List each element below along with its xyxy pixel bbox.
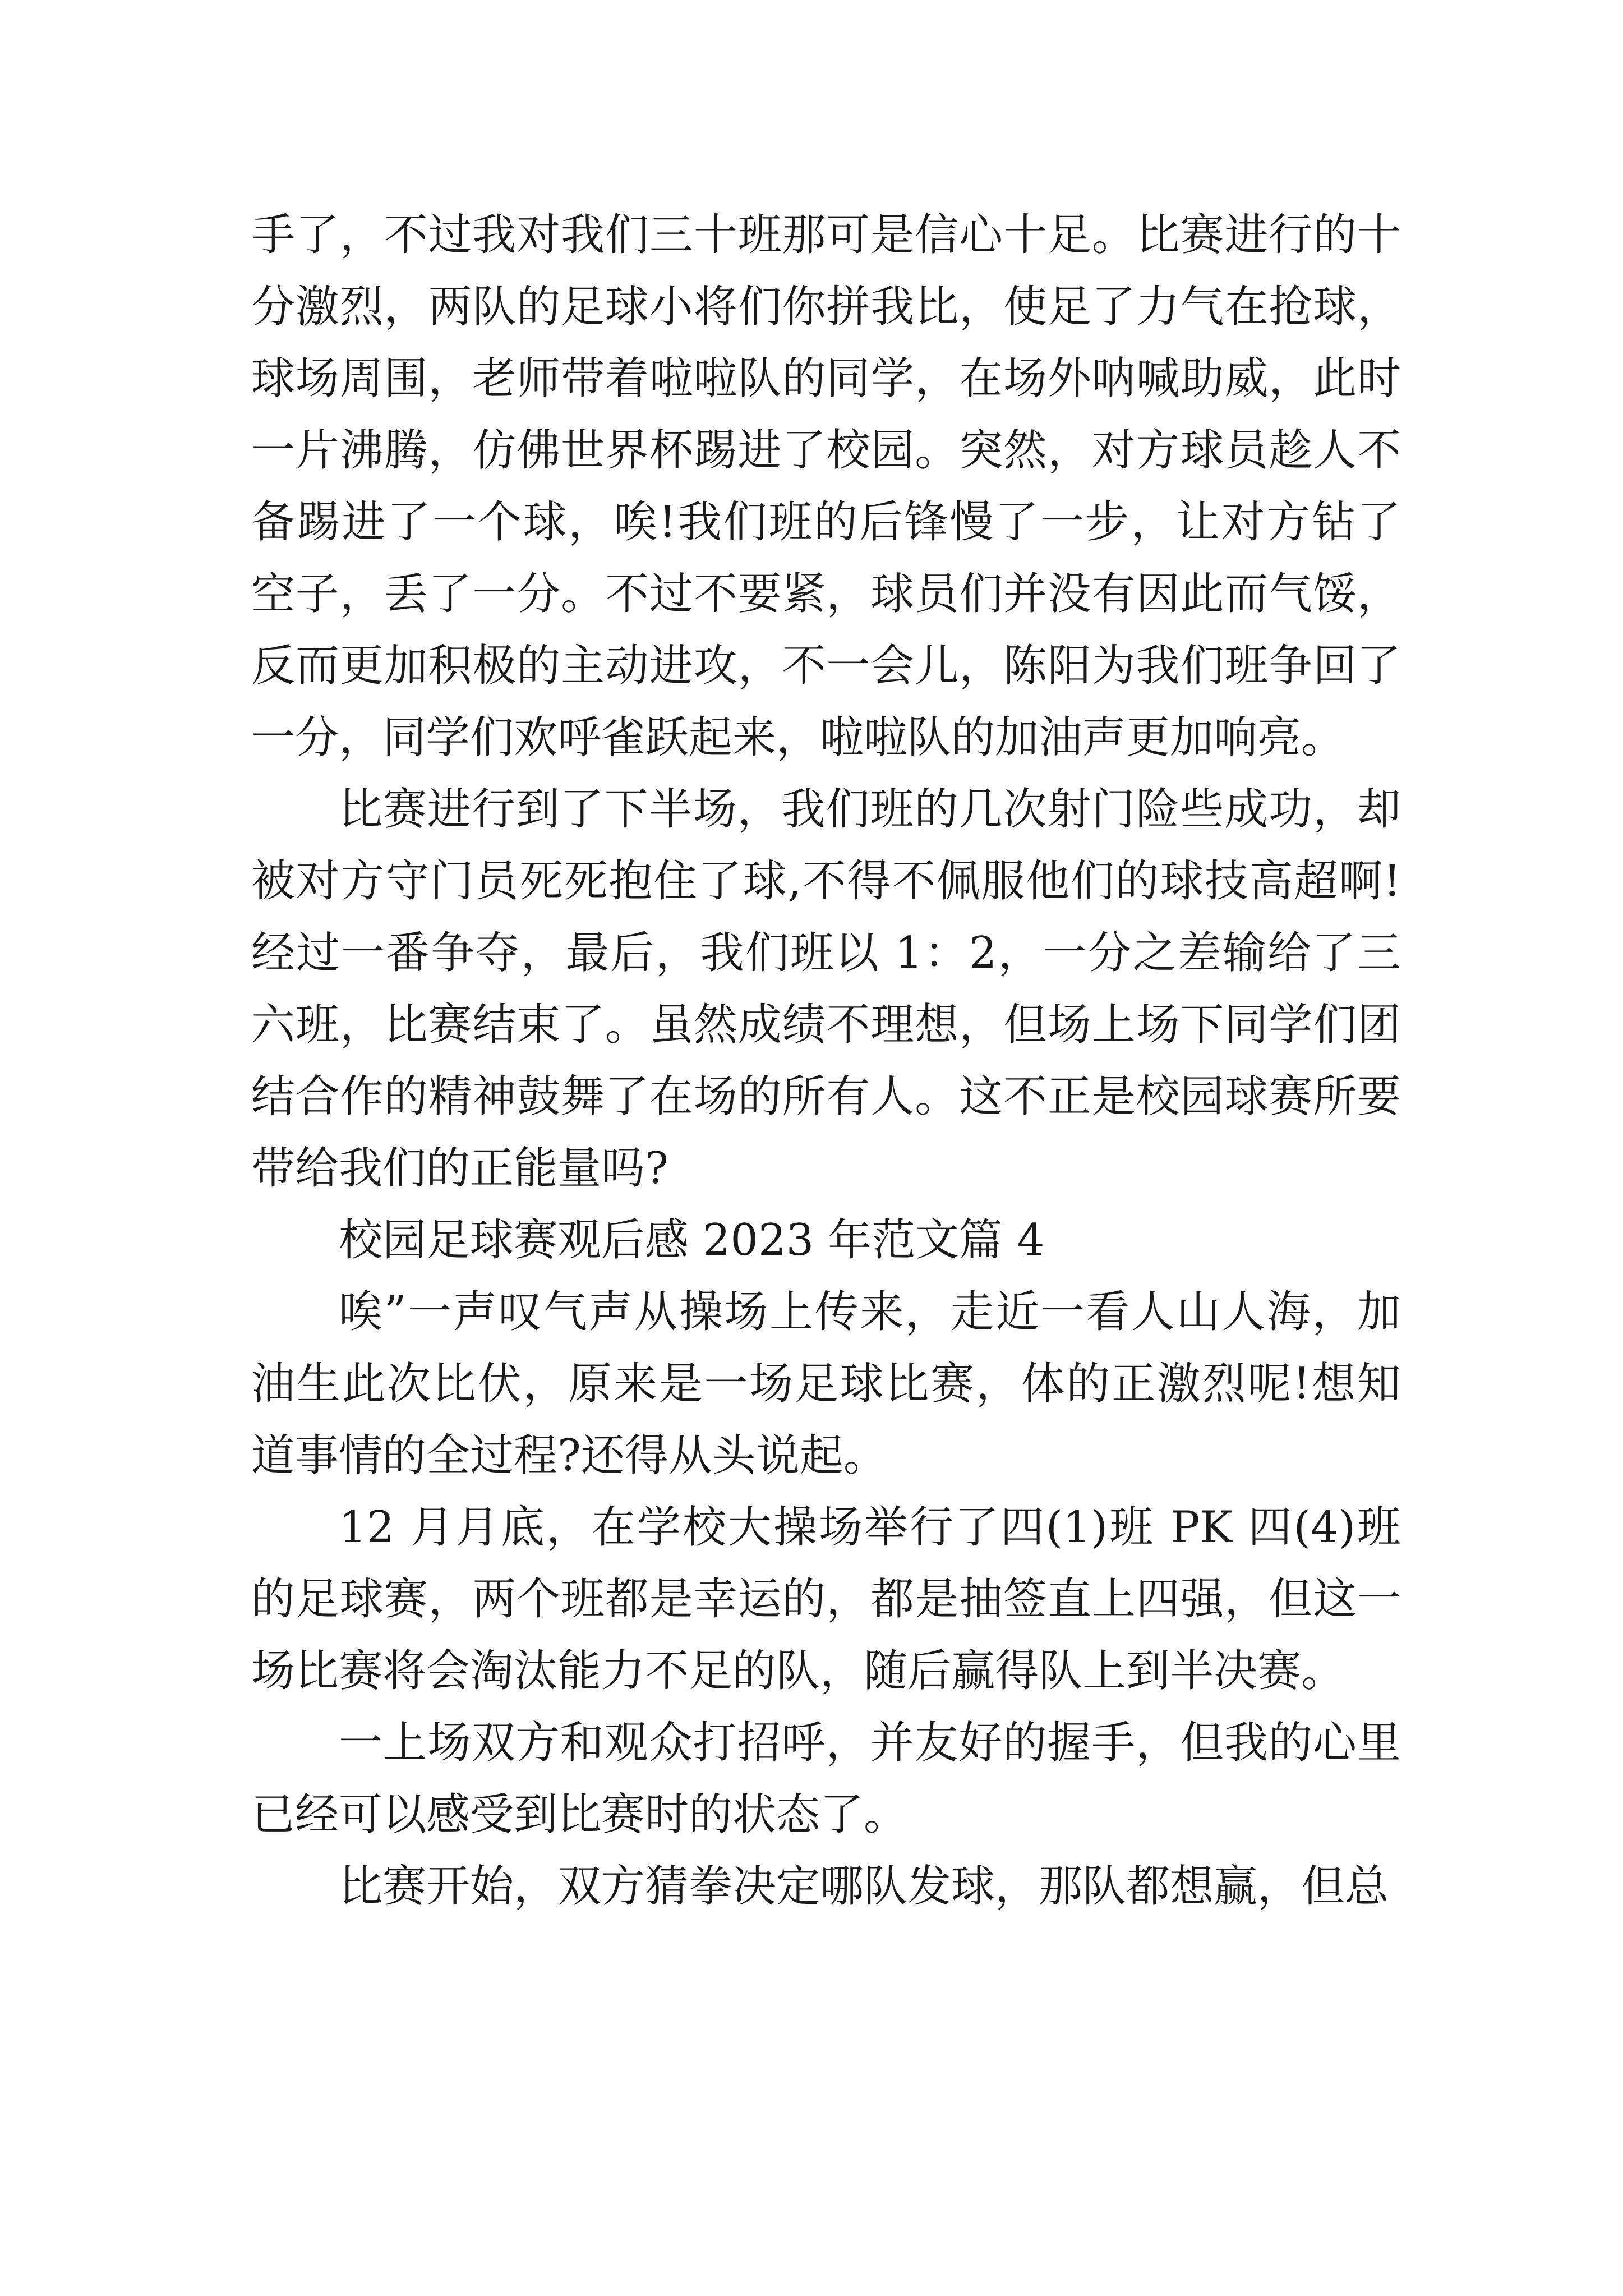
- paragraph-1: 手了，不过我对我们三十班那可是信心十足。比赛进行的十分激烈，两队的足球小将们你拼我比，使足了力气在抢球，球场周围，老师带着啦啦队的同学，在场外呐喊助威，此时一片沸腾，仿佛世界杯踢进了校园。突然，对方球员趁人不备踢进了一个球，唉!我们班的后锋慢了一步，让对方钻了空子，丢了一分。不过不要紧，球员们并没有因此而气馁，反而更加积极的主动进攻，不一会儿，陈阳为我们班争回了一分，同学们欢呼雀跃起来，啦啦队的加油声更加响亮。: [251, 210, 1401, 763]
- body-text: [251, 199, 1401, 1922]
- paragraph-2: 比赛进行到了下半场，我们班的几次射门险些成功，却被对方守门员死死抱住了球,不得不佩服他们的球技高超啊!经过一番争夺，最后，我们班以 1：2，一分之差输给了三六班，比赛结束了。虽然成绩不理想，但场上场下同学们团结合作的精神鼓舞了在场的所有人。这不正是校园球赛所要带给我们的正能量吗?: [251, 784, 1401, 1194]
- paragraph-4: 12 月月底，在学校大操场举行了四(1)班 PK 四(4)班的足球赛，两个班都是幸运的，都是抽签直上四强，但这一场比赛将会淘汰能力不足的队，随后赢得队上到半决赛。: [251, 1502, 1401, 1696]
- paragraph-3: 唉”一声叹气声从操场上传来，走近一看人山人海，加油生此次比伏，原来是一场足球比赛，体的正激烈呢!想知道事情的全过程?还得从头说起。: [251, 1287, 1401, 1481]
- paragraph-6: 比赛开始，双方猜拳决定哪队发球，那队都想赢，但总: [339, 1861, 1389, 1912]
- paragraph-5: 一上场双方和观众打招呼，并友好的握手，但我的心里已经可以感受到比赛时的状态了。: [251, 1718, 1401, 1840]
- section-heading: 校园足球赛观后感 2023 年范文篇 4: [339, 1215, 1045, 1266]
